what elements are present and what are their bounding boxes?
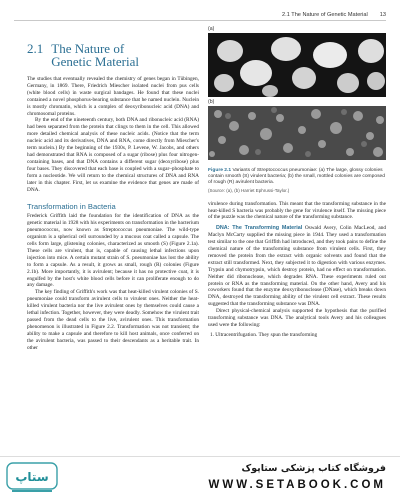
figure-label-a: (a) [208,26,215,32]
paragraph: The key finding of Griffith's work was that heat-killed virulent colonies of S. pneumoniae could transform avirulent cells to virulent ones. Neither the heat-killed virulent bacteria nor the live avirulent ones by themselves could cause a lethal infection. Together, however, they were deadly. Somehow the virulent trait passed from the dead cells to the live, avirulent ones. This transformation phenomenon is illustrated in Figure 2.2. Transformation was not transient; the ability to make a capsule and therefore to kill host animals, once conferred on the avirulent bacteria, was passed to their descendants as a heritable trait. In other [27,289,199,351]
paragraph: Direct physical-chemical analysis supported the hypothesis that the purified transforming substance was DNA. The analytical tools Avery and his colleagues used were the following: [208,308,386,329]
svg-text:ستاپ: ستاپ [15,470,49,484]
section-heading [27,42,199,68]
paragraph: Frederick Griffith laid the foundation for the identification of DNA as the genetic material in 1928 with his experiments on transformation in the bacterium pneumococcus, now known as Streptococcus pneumoniae. The wild-type organism is a spherical cell surrounded by a mucous coat called a capsule. The cells form large, glistening colonies, characterized as smooth (S) (Figure 2.1a). These cells are virulent, that is, capable of causing lethal infections upon injection into mice. A certain mutant strain of S. pneumoniae has lost the ability to form a capsule. As a result, it grows as small, rough (R) colonies (Figure 2.1b). More importantly, it is avirulent; because it has no protective coat, it is engulfed by the host's white blood cells before it can proliferate enough to do any damage. [27,213,199,289]
paragraph: The studies that eventually revealed the chemistry of genes began in Tübingen, Germany, in 1869. There, Friedrich Miescher isolated nuclei from pus cells (white blood cells) in waste surgical bandages. He found that these nuclei contained a novel phosphorus-bearing substance that he named nuclein. Nuclein is mostly chromatin, which is a complex of deoxyribonucleic acid (DNA) and chromosomal proteins. [27,76,199,117]
photo-rough-colonies [208,106,386,160]
runin-heading: DNA: The Transforming Material [216,225,303,232]
header-rule [14,20,386,21]
paragraph: virulence during transformation. This meant that the transforming substance in the heat-killed S bacteria was probably the gene for virulence itself. The missing piece of the puzzle was the chemical nature of the transforming substance. [208,200,386,221]
subheading: Transformation in Bacteria [27,202,116,212]
figure-credit: (Source: (a), (b) Harriet Ephrussi-Taylor.) [208,187,290,193]
photo-smooth-colonies [208,33,386,97]
right-column [208,26,386,466]
paragraph: Oswald Avery, Colin MacLeod, and Maclyn McCarty supplied the missing piece in 1944. They used a transformation test similar to the one that Griffith had introduced, and they took pains to define the chemical nature of the transforming substance from virulent cells. First, they removed the protein from the extract with organic solvents and found that the extract still transformed. Next, they subjected it to digestion with various enzymes. Trypsin and chymotrypsin, which destroy protein, had no effect on transformation. Neither did ribonuclease, which degrades RNA. These experiments ruled out protein or RNA as the transforming material. On the other hand, Avery and his coworkers found that the enzyme deoxyribonuclease (DNase), which breaks down DNA, destroyed the transforming ability of the virulent cell extract. These results suggested that the transforming substance was DNA. [208,225,386,308]
running-head-section: 2.1 The Nature of Genetic Material [282,12,368,18]
figure-label-b: (b) [208,99,215,105]
caption-number: Figure 2.1 [208,168,232,173]
section-number: 2.1 [27,41,44,56]
caption-text: Variants of Streptococcus pneumoniae: (a) The large, glossy colonies contain smooth (S) virulent bacteria; (b) the small, mottled colonies are composed of rough (R) avirulent bacteria. [208,168,385,186]
list-item: 1. Ultracentrifugation. They spun the transforming [210,331,318,338]
section-title: The Nature of Genetic Material [51,41,139,69]
watermark-persian: فروشگاه کتاب پزشکی ستاپوک [241,463,386,474]
running-head [282,12,386,18]
page-number: 13 [379,12,386,18]
setabook-logo [6,460,58,494]
left-column [27,26,199,496]
watermark-url[interactable]: WWW.SETABOOK.COM [208,479,386,491]
figure-2-1 [208,26,386,164]
paragraph: By the end of the nineteenth century, both DNA and ribonucleic acid (RNA) had been separated from the protein that clings to them in the cell. This allowed more detailed chemical analysis of these nucleic acids. (Notice that the term nucleic acid and its derivatives, DNA and RNA, come directly from Miescher's term nuclein.) By the beginning of the 1930s, P. Levene, W. Jacobs, and others had demonstrated that RNA is composed of a sugar (ribose) plus four nitrogen-containing bases, and that DNA contains a different sugar (deoxyribose) plus four bases. They discovered that each base is coupled with a sugar–phosphate to form a nucleotide. We will return to the chemical structures of DNA and RNA later in this chapter. First, let us examine the evidence that genes are made of DNA. [27,117,199,193]
watermark-banner [0,456,400,496]
figure-caption [208,168,386,187]
